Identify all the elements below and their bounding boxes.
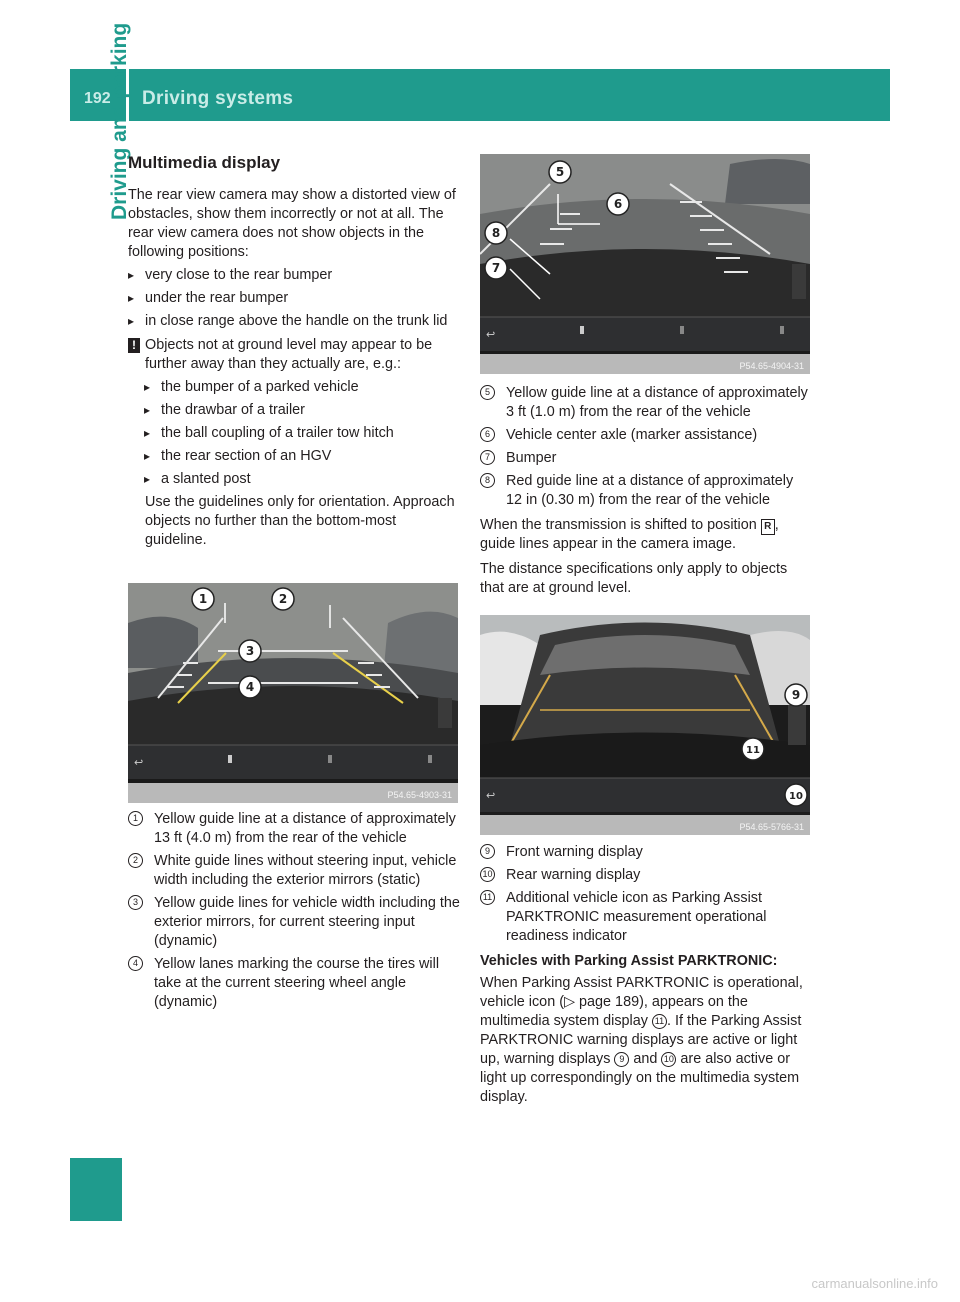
subheading: Vehicles with Parking Assist PARKTRONIC: <box>480 953 778 969</box>
svg-text:↩: ↩ <box>134 756 144 769</box>
svg-text:9: 9 <box>791 688 801 702</box>
distance-note: The distance specifications only apply to objects that are at ground level. <box>480 561 788 596</box>
callout-number: 4 <box>128 956 143 971</box>
intro-text: The rear view camera may show a distorted view of obstacles, show them incorrectly or not at all. The rear view camera does not show objects in the following positions: <box>128 187 456 260</box>
callout-number: 6 <box>480 427 495 442</box>
svg-text:10: 10 <box>789 791 803 802</box>
svg-text:4: 4 <box>245 680 255 694</box>
warning-note <box>128 336 460 374</box>
legend-item: 8 Red guide line at a distance of approximately 12 in (0.30 m) from the rear of the vehicle <box>480 472 812 510</box>
callout-reference: 9 <box>614 1052 629 1067</box>
callout-number: 2 <box>128 853 143 868</box>
parktronic-paragraph: When Parking Assist PARKTRONIC is operational, vehicle icon (▷ page 189), appears on the multimedia system display 11 . If the Parking Assist PARKTRONIC warning displays are active or light up, warning displays 9 and 10 are also active or light up correspondingly on the multimedia system display. <box>480 975 803 1105</box>
callout-number: 8 <box>480 473 495 488</box>
callout-number: 10 <box>480 867 495 882</box>
legend-item: 7 Bumper <box>480 449 812 468</box>
legend-item: 10 Rear warning display <box>480 866 812 885</box>
guidance-text: Use the guidelines only for orientation. Approach objects no further than the bottom-most guideline. <box>145 494 455 548</box>
callout-number: 7 <box>480 450 495 465</box>
legend-item: 3 Yellow guide lines for vehicle width including the exterior mirrors, for current steering input (dynamic) <box>128 894 460 951</box>
camera-image-2 <box>480 154 810 374</box>
callout-number: 5 <box>480 385 495 400</box>
watermark: carmanualsonline.info <box>811 1276 938 1291</box>
legend-item: 11 Additional vehicle icon as Parking Assist PARKTRONIC measurement operational readiness indicator <box>480 889 812 946</box>
page-title: Driving systems <box>142 88 294 109</box>
right-column-text <box>480 384 812 598</box>
list-item: ▸ the drawbar of a trailer <box>144 401 460 420</box>
legend-item: 2 White guide lines without steering input, vehicle width including the exterior mirrors (static) <box>128 852 460 890</box>
transmission-text: When the transmission is shifted to position R , guide lines appear in the camera image. <box>480 517 779 552</box>
svg-text:6: 6 <box>613 197 623 211</box>
camera-image-3 <box>480 615 810 835</box>
side-tab-marker <box>70 1158 122 1221</box>
callout-reference: 10 <box>661 1052 676 1067</box>
warning-icon: ! <box>128 338 140 353</box>
right-column-text-2 <box>480 843 812 1107</box>
svg-text:8: 8 <box>491 226 501 240</box>
legend-list-1 <box>128 810 460 1012</box>
list-item: ▸ in close range above the handle on the trunk lid <box>128 312 460 331</box>
svg-text:2: 2 <box>278 592 288 606</box>
svg-text:1: 1 <box>198 592 208 606</box>
legend-item: 1 Yellow guide line at a distance of approximately 13 ft (4.0 m) from the rear of the vehicle <box>128 810 460 848</box>
warning-text: Objects not at ground level may appear to be further away than they actually are, e.g.: <box>145 337 433 372</box>
legend-item: 9 Front warning display <box>480 843 812 862</box>
camera-image-1 <box>128 583 458 803</box>
legend-item: 6 Vehicle center axle (marker assistance) <box>480 426 812 445</box>
left-column <box>128 153 460 550</box>
legend-item: 4 Yellow lanes marking the course the tires will take at the current steering wheel angle (dynamic) <box>128 955 460 1012</box>
legend-item: 5 Yellow guide line at a distance of approximately 3 ft (1.0 m) from the rear of the vehicle <box>480 384 812 422</box>
svg-text:↩: ↩ <box>486 328 496 341</box>
list-item: ▸ a slanted post <box>144 470 460 489</box>
callout-number: 9 <box>480 844 495 859</box>
list-item: ▸ the ball coupling of a trailer tow hitch <box>144 424 460 443</box>
page-number: 192 <box>84 90 111 107</box>
figure-code: P54.65-4903-31 <box>387 790 452 800</box>
figure-code: P54.65-4904-31 <box>739 361 804 371</box>
page-reference[interactable]: ▷ page 189 <box>563 994 640 1010</box>
svg-text:↩: ↩ <box>486 789 496 802</box>
callout-number: 11 <box>480 890 495 905</box>
list-item: ▸ very close to the rear bumper <box>128 266 460 285</box>
callout-number: 3 <box>128 895 143 910</box>
page-header <box>70 69 890 121</box>
list-item: ▸ under the rear bumper <box>128 289 460 308</box>
svg-text:11: 11 <box>746 745 760 756</box>
svg-text:5: 5 <box>555 165 565 179</box>
figure-caption-bar <box>128 783 458 803</box>
section-heading: Multimedia display <box>128 153 281 172</box>
side-tab-label: Driving and parking <box>108 22 131 220</box>
svg-text:3: 3 <box>245 644 255 658</box>
list-item: ▸ the rear section of an HGV <box>144 447 460 466</box>
figure-caption-bar <box>480 815 810 835</box>
figure-code: P54.65-5766-31 <box>739 822 804 832</box>
svg-text:7: 7 <box>491 261 501 275</box>
list-item: ▸ the bumper of a parked vehicle <box>144 378 460 397</box>
callout-reference: 11 <box>652 1014 667 1029</box>
gear-r-icon: R <box>761 519 775 535</box>
callout-number: 1 <box>128 811 143 826</box>
figure-caption-bar <box>480 354 810 374</box>
